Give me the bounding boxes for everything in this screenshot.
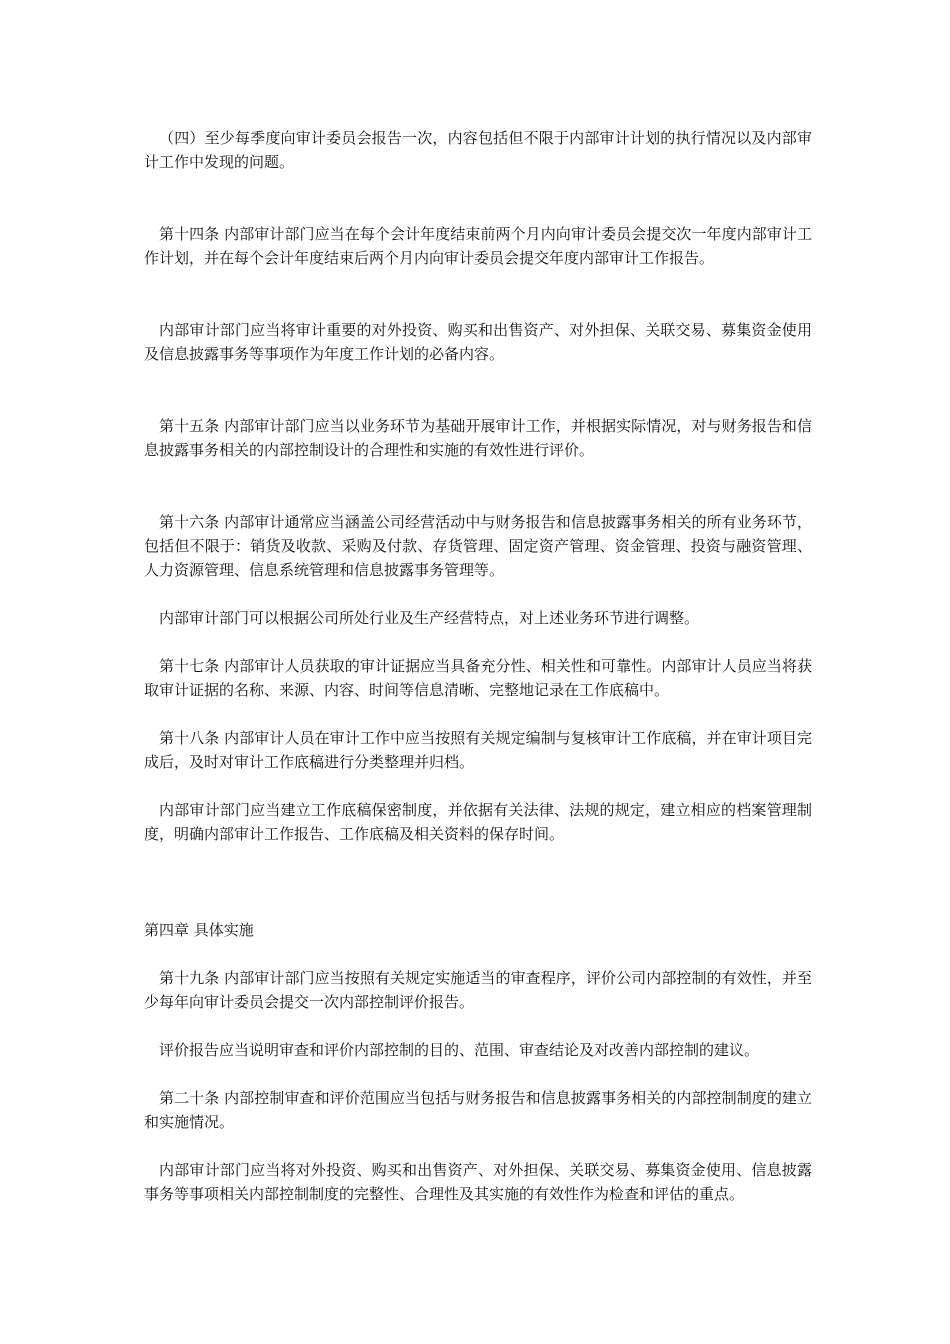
paragraph: 第十五条 内部审计部门应当以业务环节为基础开展审计工作，并根据实际情况，对与财务报告和信息披露事务相关的内部控制设计的合理性和实施的有效性进行评价。 (144, 417, 812, 459)
paragraph: 第十八条 内部审计人员在审计工作中应当按照有关规定编制与复核审计工作底稿，并在审计项目完成后，及时对审计工作底稿进行分类整理并归档。 (144, 729, 812, 771)
paragraph: 内部审计部门应当建立工作底稿保密制度，并依据有关法律、法规的规定，建立相应的档案管理制度，明确内部审计工作报告、工作底稿及相关资料的保存时间。 (144, 801, 812, 843)
paragraph: 第十四条 内部审计部门应当在每个会计年度结束前两个月内向审计委员会提交次一年度内部审计工作计划，并在每个会计年度结束后两个月内向审计委员会提交年度内部审计工作报告。 (144, 225, 812, 267)
paragraph: 内部审计部门可以根据公司所处行业及生产经营特点，对上述业务环节进行调整。 (159, 609, 700, 627)
paragraph: 第二十条 内部控制审查和评价范围应当包括与财务报告和信息披露事务相关的内部控制制度的建立和实施情况。 (144, 1089, 812, 1131)
paragraph: 评价报告应当说明审查和评价内部控制的目的、范围、审查结论及对改善内部控制的建议。 (159, 1041, 760, 1059)
paragraph: 内部审计部门应当将审计重要的对外投资、购买和出售资产、对外担保、关联交易、募集资金使用及信息披露事务等事项作为年度工作计划的必备内容。 (144, 321, 812, 363)
paragraph: （四）至少每季度向审计委员会报告一次，内容包括但不限于内部审计计划的执行情况以及内部审计工作中发现的问题。 (144, 129, 812, 171)
paragraph: 第十九条 内部审计部门应当按照有关规定实施适当的审查程序，评价公司内部控制的有效性，并至少每年向审计委员会提交一次内部控制评价报告。 (144, 969, 812, 1011)
document-page (144, 126, 812, 1206)
chapter-heading: 第四章 具体实施 (144, 921, 254, 939)
paragraph: 内部审计部门应当将对外投资、购买和出售资产、对外担保、关联交易、募集资金使用、信息披露事务等事项相关内部控制制度的完整性、合理性及其实施的有效性作为检查和评估的重点。 (144, 1161, 812, 1203)
paragraph: 第十七条 内部审计人员获取的审计证据应当具备充分性、相关性和可靠性。内部审计人员应当将获取审计证据的名称、来源、内容、时间等信息清晰、完整地记录在工作底稿中。 (144, 657, 812, 699)
paragraph: 第十六条 内部审计通常应当涵盖公司经营活动中与财务报告和信息披露事务相关的所有业务环节，包括但不限于：销货及收款、采购及付款、存货管理、固定资产管理、资金管理、投资与融资管理、人力资源管理、信息系统管理和信息披露事务管理等。 (144, 513, 812, 579)
